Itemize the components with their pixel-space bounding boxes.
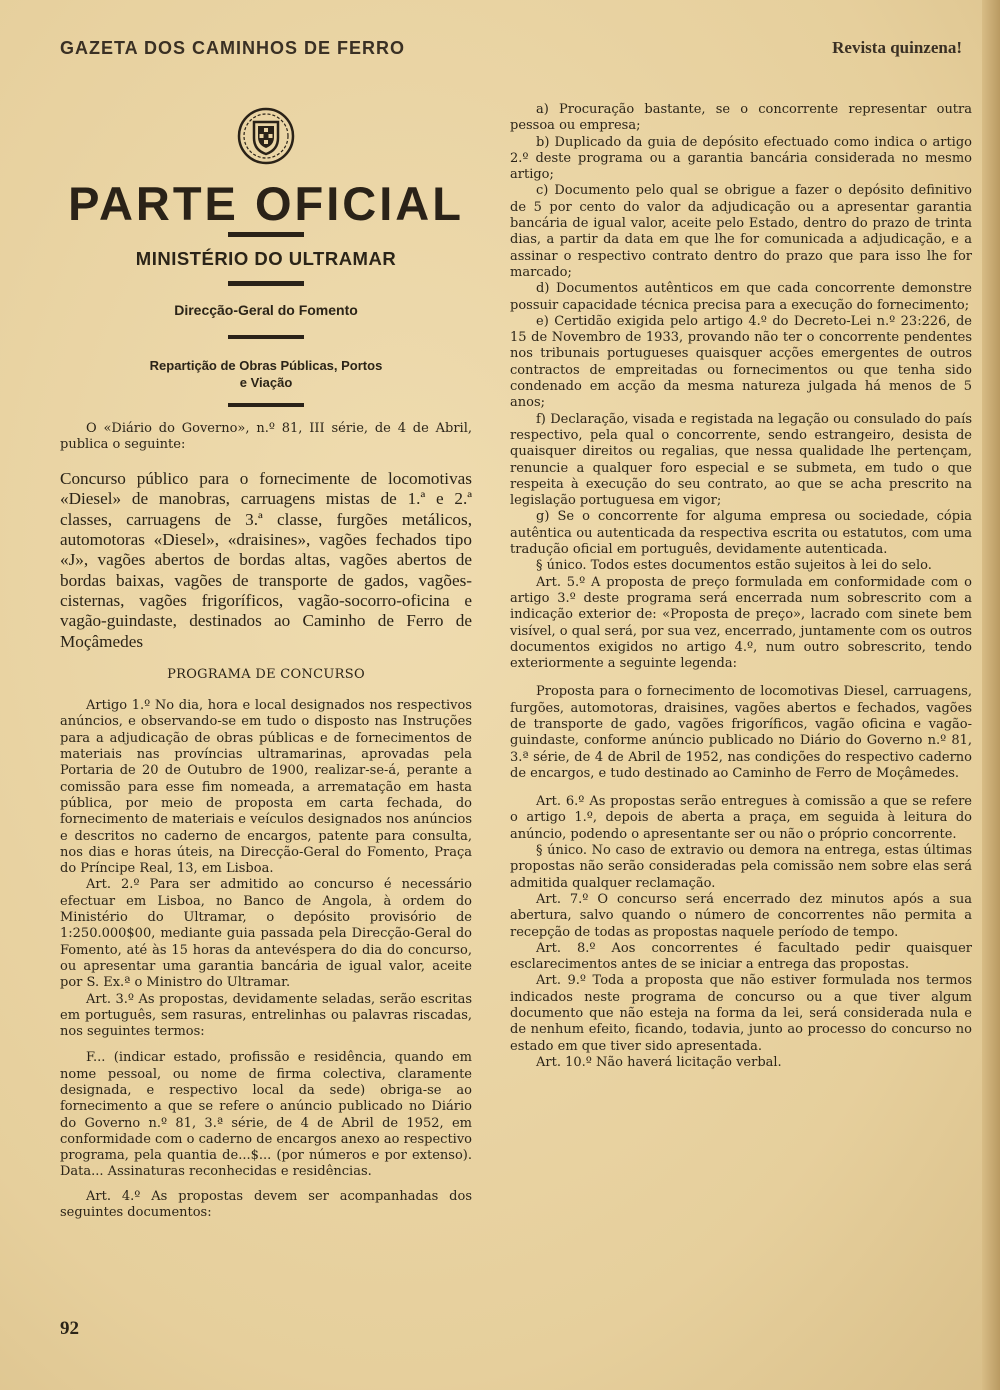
- running-header: [60, 38, 962, 64]
- publication-subtitle: Revista quinzena!: [832, 38, 962, 57]
- divider-rule: [228, 281, 304, 286]
- intro-paragraph: O «Diário do Governo», n.º 81, III série, de 4 de Abril, publica o seguinte:: [60, 420, 472, 452]
- page-binding-edge: [982, 0, 1000, 1390]
- left-column: [60, 100, 472, 1221]
- document-item-g: g) Se o concorrente for alguma empresa ou sociedade, cópia autêntica ou autenticada da respectiva escrita ou estatutos, com uma tradução oficial em português, devidamente autenticada.: [510, 509, 972, 558]
- artigo-4-paragraph: Art. 4.º As propostas devem ser acompanhadas dos seguintes documentos:: [60, 1188, 472, 1221]
- document-item-b: b) Duplicado da guia de depósito efectuado como indica o artigo 2.º deste programa ou a garantia bancária considerada no mesmo artigo;: [510, 134, 972, 183]
- section-title: PARTE OFICIAL: [68, 177, 464, 230]
- document-item-c: c) Documento pelo qual se obrigue a fazer o depósito definitivo de 5 por cento do valor da adjudicação ou a apresentar garantia bancária de igual valor, aceite pelo Estado, dentro do prazo de trinta dias, a partir da data em que lhe for comunicada a adjudicação, e a assinar o respectivo contrato dentro do prazo que para isso lhe for marcado;: [510, 183, 972, 280]
- reparticao-heading-line1: Repartição de Obras Públicas, Portos: [149, 357, 383, 373]
- unico-paragraph-2: § único. No caso de extravio ou demora na entrega, estas últimas propostas não serão consideradas pela comissão nem sobre elas será admitida qualquer reclamação.: [510, 843, 972, 891]
- artigo-6-paragraph: Art. 6.º As propostas serão entregues à comissão a que se refere o artigo 1.º, depois de aberta a praça, em seguida à leitura do anúncio, podendo o apresentante ser ou não o próprio concorrente.: [510, 794, 972, 842]
- artigo-2-paragraph: Art. 2.º Para ser admitido ao concurso é necessário efectuar em Lisboa, no Banco de Angola, à ordem do Ministério do Ultramar, o depósito provisório de 1:250.000$00, mediante guia passada pela Direcção-Geral do Fomento, até às 15 horas da antevéspera do dia do concurso, ou apresentar uma garantia bancária de igual valor, aceite por S. Ex.ª o Ministro do Ultramar.: [60, 877, 472, 991]
- page-number: 92: [60, 1318, 79, 1339]
- envelope-legend-paragraph: Proposta para o fornecimento de locomotivas Diesel, carruagens, furgões, automotoras, draisines, vagões abertos e fechados, vagões de transporte de gado, vagões frigoríficos, vagão oficina e vagão-guindaste, conforme anúncio publicado no Diário do Governo n.º 81, 3.ª série, de 4 de Abril de 1952, nas condições do respectivo caderno de encargos, e tudo destinado ao Caminho de Ferro de Moçâmedes.: [510, 684, 972, 781]
- programa-heading: PROGRAMA DE CONCURSO: [167, 666, 365, 682]
- document-item-a: a) Procuração bastante, se o concorrente representar outra pessoa ou empresa;: [510, 102, 972, 134]
- artigo-7-paragraph: Art. 7.º O concurso será encerrado dez minutos após a sua abertura, salvo quando o número de concorrentes não permita a recepção de todas as propostas naquele período de tempo.: [510, 891, 972, 940]
- artigo-10-paragraph: Art. 10.º Não haverá licitação verbal.: [536, 1054, 782, 1070]
- reparticao-heading-line2: e Viação: [239, 374, 293, 390]
- divider-rule: [228, 403, 304, 407]
- artigo-8-paragraph: Art. 8.º Aos concorrentes é facultado pedir quaisquer esclarecimentos antes de se iniciar a entrega das propostas.: [510, 940, 972, 973]
- divider-rule: [228, 335, 304, 339]
- document-item-e: e) Certidão exigida pelo artigo 4.º do Decreto-Lei n.º 23:226, de 15 de Novembro de 1933, provando não ter o concorrente pendentes nos tribunais portugueses quaisquer acções emergentes de outros contractos de empreitadas ou fornecimentos ou que tenha sido condenado em acção da mesma natureza julgada há menos de 5 anos;: [510, 313, 972, 411]
- right-column: [510, 102, 972, 1071]
- direccao-heading: Direcção-Geral do Fomento: [174, 302, 358, 319]
- proposal-template-paragraph: F... (indicar estado, profissão e residência, quando em nome pessoal, ou nome de firma colectiva, claramente designada, e respectivo local da sede) obriga-se ao fornecimento a que se refere o anúncio publicado no Diário do Governo n.º 81, 3.ª série, de 4 de Abril de 1952, em conformidade com o caderno de encargos anexo ao respectivo programa, pela quantia de...$... (por números e por extenso). Data... Assinaturas reconhecidas e residências.: [60, 1050, 472, 1180]
- ministry-heading: MINISTÉRIO DO ULTRAMAR: [135, 248, 397, 269]
- artigo-9-paragraph: Art. 9.º Toda a proposta que não estiver formulada nos termos indicados neste programa de concurso ou a que tiver algum documento que não esteja na forma da lei, será considerada nula e de nenhum efeito, ficando, todavia, junto ao processo do concurso no estado em que tiver sido apresentada.: [510, 973, 972, 1054]
- artigo-1-paragraph: Artigo 1.º No dia, hora e local designados nos respectivos anúncios, e observando-se em tudo o disposto nas Instruções para a adjudicação de obras públicas e de fornecimentos de materiais nas províncias ultramarinas, aprovadas pela Portaria de 20 de Outubro de 1900, realizar-se-á, perante a comissão para esse fim nomeada, a arrematação em hasta pública, por meio de proposta em carta fechada, do fornecimento de materiais e veículos designados nos anúncios e descritos no caderno de encargos, patente para consulta, nos dias e horas úteis, na Direcção-Geral do Fomento, Praça do Príncipe Real, 13, em Lisboa.: [60, 698, 472, 877]
- coat-of-arms-icon: [236, 106, 296, 166]
- artigo-3-paragraph: Art. 3.º As propostas, devidamente seladas, serão escritas em português, sem rasuras, entrelinhas ou palavras riscadas, nos seguintes termos:: [60, 991, 472, 1040]
- publication-title: GAZETA DOS CAMINHOS DE FERRO: [60, 38, 406, 58]
- document-item-f: f) Declaração, visada e registada na legação ou consulado do país respectivo, pela qual o concorrente, sendo estrangeiro, desista de quaisquer direitos ou regalias, que nessa qualidade lhe pertençam, renuncie a qualquer foro especial e se submeta, em tudo o que respeita à execução do seu contrato, ao que se acha prescrito na legislação portuguesa em vigor;: [510, 411, 972, 509]
- concurso-heading: Concurso público para o fornecimente de locomotivas «Diesel» de manobras, carruagens mistas de 1.ª e 2.ª classes, carruagens de 3.ª classe, furgões metálicos, automotoras «Diesel», «draisines», vagões fechados tipo «J», vagões abertos de bordas altas, vagões abertos de bordas baixas, vagões de transporte de gados, vagões-cisternas, vagões frigoríficos, vagão-socorro-oficina e vagão-guindaste, destinados ao Caminho de Ferro de Moçâmedes: [60, 469, 472, 651]
- artigo-5-paragraph: Art. 5.º A proposta de preço formulada em conformidade com o artigo 3.º deste programa será encerrada num sobrescrito com a indicação exterior de: «Proposta de preço», lacrado com sinete bem visível, o qual será, por sua vez, encerrado, juntamente com os outros documentos exigidos no artigo 4.º, num outro sobrescrito, tendo exteriormente a seguinte legenda:: [510, 574, 972, 672]
- unico-paragraph-1: § único. Todos estes documentos estão sujeitos à lei do selo.: [536, 558, 932, 574]
- divider-rule: [228, 232, 304, 237]
- document-item-d: d) Documentos autênticos em que cada concorrente demonstre possuir capacidade técnica precisa para a execução do fornecimento;: [510, 281, 972, 313]
